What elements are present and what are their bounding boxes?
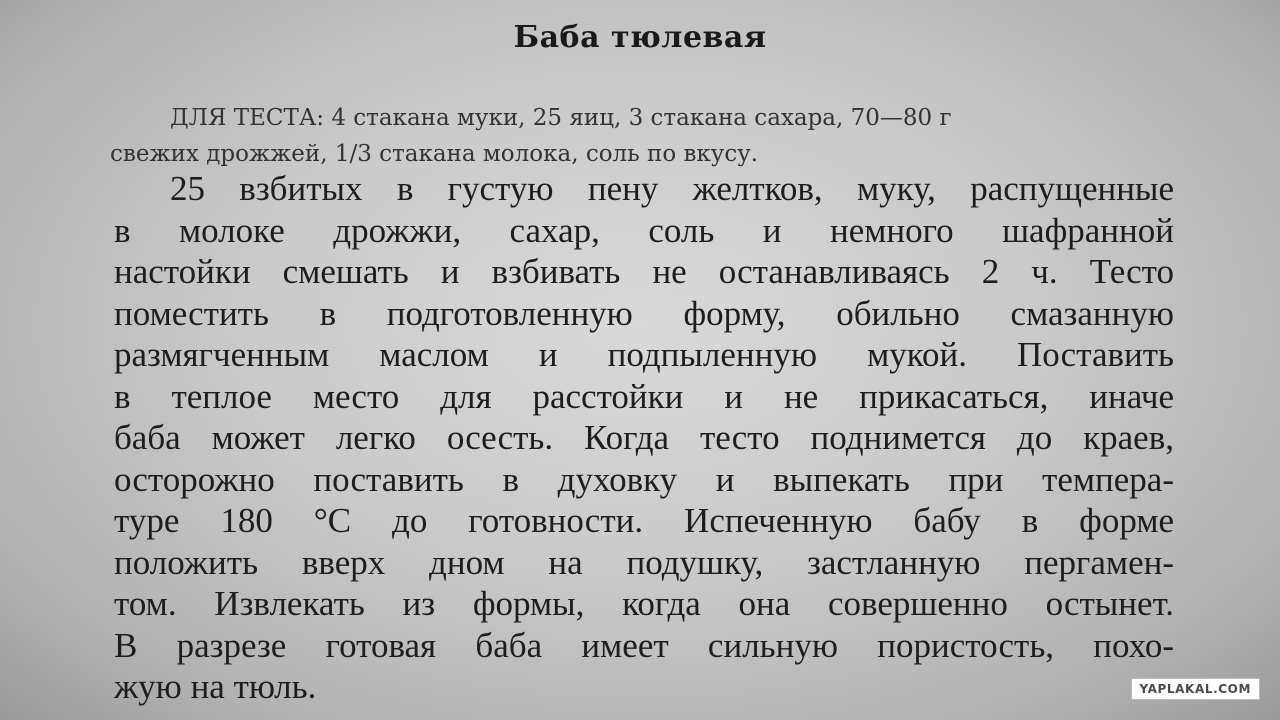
body-line: размягченным маслом и подпыленную мукой. Поставить: [114, 335, 1174, 374]
ingredients-line-2: свежих дрожжей, 1/3 стакана молока, соль по вкусу.: [110, 141, 759, 167]
body-line: 25 взбитых в густую пену желтков, муку, распущенные: [170, 169, 1174, 208]
body-line: жую на тюль.: [114, 667, 317, 706]
body-line: В разрезе готовая баба имеет сильную пористость, похо-: [114, 625, 1174, 665]
body-line: туре 180 °С до готовности. Испеченную бабу в форме: [114, 501, 1174, 540]
recipe-title: Баба тюлевая: [513, 20, 767, 55]
ingredients-block: [110, 100, 1175, 172]
body-line: положить вверх дном на подушку, застланную пергамен-: [114, 542, 1174, 582]
body-line: в молоке дрожжи, сахар, соль и немного шафранной: [114, 210, 1174, 250]
body-line: баба может легко осесть. Когда тесто поднимется до краев,: [114, 418, 1174, 457]
site-watermark: YAPLAKAL.COM: [1131, 678, 1261, 700]
body-line: в теплое место для расстойки и не прикасаться, иначе: [114, 376, 1174, 416]
body-line: поместить в подготовленную форму, обильно смазанную: [114, 293, 1174, 333]
body-line: том. Извлекать из формы, когда она совершенно остынет.: [114, 584, 1174, 623]
body-line: настойки смешать и взбивать не останавливаясь 2 ч. Тесто: [114, 252, 1174, 291]
recipe-body: [114, 168, 1174, 708]
ingredients-line-1: ДЛЯ ТЕСТА: 4 стакана муки, 25 яиц, 3 стакана сахара, 70—80 г: [170, 105, 952, 131]
body-line: осторожно поставить в духовку и выпекать при темпера-: [114, 459, 1174, 499]
